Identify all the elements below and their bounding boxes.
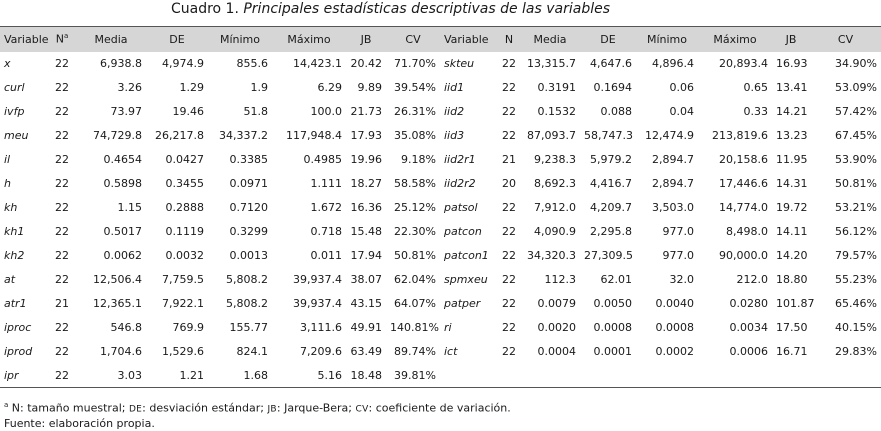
value-cell: 0.65 [743, 81, 768, 94]
value-cell: 213,819.6 [712, 129, 768, 142]
value-cell: 74,729.8 [93, 129, 142, 142]
value-cell: 0.0001 [593, 345, 632, 358]
value-cell: 6.29 [317, 81, 342, 94]
value-cell: 34.90% [835, 57, 877, 70]
variable-name-cell: ict [444, 345, 458, 358]
header-cv-left: CV [405, 32, 421, 46]
value-cell: 53.21% [835, 201, 877, 214]
value-cell: 0.06 [669, 81, 694, 94]
value-cell: 0.0280 [729, 297, 768, 310]
value-cell: 39.54% [394, 81, 436, 94]
value-cell: 0.088 [600, 105, 632, 118]
value-cell: 43.15 [350, 297, 382, 310]
variable-name-cell: iid2 [444, 105, 465, 118]
table-row [0, 172, 881, 196]
variable-name-cell: iid2r1 [444, 153, 476, 166]
value-cell: 57.42% [835, 105, 877, 118]
value-cell: 2,894.7 [652, 177, 694, 190]
header-variable-left: Variable [4, 32, 49, 46]
value-cell: 1,529.6 [162, 345, 204, 358]
value-cell: 0.3385 [229, 153, 268, 166]
table-row [0, 76, 881, 100]
value-cell: 0.0040 [655, 297, 694, 310]
value-cell: 64.07% [394, 297, 436, 310]
value-cell: 21 [502, 153, 516, 166]
header-cv-right: CV [837, 32, 854, 46]
value-cell: 8,692.3 [534, 177, 576, 190]
variable-name-cell: meu [4, 129, 29, 142]
value-cell: 16.71 [776, 345, 808, 358]
value-cell: 0.0050 [593, 297, 632, 310]
value-cell: 769.9 [172, 321, 204, 334]
value-cell: 2,894.7 [652, 153, 694, 166]
variable-name-cell: iid2r2 [444, 177, 476, 190]
value-cell: 19.96 [350, 153, 382, 166]
table-row [0, 196, 881, 220]
value-cell: 0.0020 [537, 321, 576, 334]
value-cell: 22 [502, 249, 516, 262]
header-jb-right: JB [785, 32, 797, 46]
value-cell: 67.45% [835, 129, 877, 142]
variable-name-cell: patcon1 [444, 249, 489, 262]
variable-name-cell: patper [444, 297, 481, 310]
value-cell: 16.36 [350, 201, 382, 214]
value-cell: 22 [502, 345, 516, 358]
value-cell: 22 [502, 273, 516, 286]
variable-name-cell: il [4, 153, 11, 166]
value-cell: 22 [55, 249, 69, 262]
value-cell: 0.0971 [229, 177, 268, 190]
table-row [0, 364, 881, 388]
value-cell: 977.0 [662, 249, 694, 262]
value-cell: 18.48 [350, 368, 382, 382]
value-cell: 11.95 [776, 153, 808, 166]
value-cell: 22 [502, 81, 516, 94]
value-cell: 22 [502, 225, 516, 238]
value-cell: 1.672 [310, 201, 342, 214]
value-cell: 0.2888 [165, 201, 204, 214]
value-cell: 4,209.7 [590, 201, 632, 214]
value-cell: 7,922.1 [162, 297, 204, 310]
value-cell: 0.4654 [103, 153, 142, 166]
variable-name-cell: spmxeu [444, 273, 488, 286]
value-cell: 0.0004 [537, 345, 576, 358]
value-cell: 15.48 [350, 225, 382, 238]
value-cell: 0.4985 [303, 153, 342, 166]
value-cell: 17.50 [776, 321, 808, 334]
statistics-table [0, 26, 881, 388]
value-cell: 155.77 [229, 321, 268, 334]
value-cell: 0.0062 [103, 249, 142, 262]
value-cell: 58,747.3 [584, 129, 633, 142]
value-cell: 824.1 [236, 345, 268, 358]
header-sd-left: DE [169, 32, 185, 46]
variable-name-cell: at [4, 273, 16, 286]
value-cell: 8,498.0 [726, 225, 768, 238]
value-cell: 22.30% [394, 225, 436, 238]
value-cell [772, 364, 810, 388]
value-cell: 1.9 [250, 81, 268, 94]
header-variable-right: Variable [444, 32, 489, 46]
value-cell: 19.72 [776, 201, 808, 214]
value-cell: 26.31% [394, 105, 436, 118]
table-row [0, 220, 881, 244]
variable-name-cell: curl [4, 81, 25, 94]
value-cell [498, 364, 520, 388]
caption-prefix: Cuadro 1. [170, 1, 239, 17]
value-cell: 977.0 [662, 225, 694, 238]
table-body [0, 52, 881, 388]
value-cell: 7,912.0 [534, 201, 576, 214]
value-cell: 12,365.1 [93, 297, 142, 310]
value-cell: 34,320.3 [527, 249, 576, 262]
value-cell: 0.0002 [655, 345, 694, 358]
value-cell: 17,446.6 [719, 177, 768, 190]
table-notes [4, 398, 511, 431]
value-cell: 51.8 [243, 105, 268, 118]
value-cell: 0.7120 [229, 201, 268, 214]
value-cell: 112.3 [544, 273, 576, 286]
value-cell: 50.81% [835, 177, 877, 190]
value-cell: 140.81% [390, 321, 439, 334]
header-mean-right: Media [533, 32, 567, 46]
value-cell: 0.011 [310, 249, 342, 262]
value-cell: 39,937.4 [293, 297, 342, 310]
value-cell: 5.16 [317, 368, 342, 382]
value-cell: 20,893.4 [719, 57, 768, 70]
value-cell: 0.5898 [103, 177, 142, 190]
value-cell: 7,209.6 [300, 345, 342, 358]
value-cell: 87,093.7 [527, 129, 576, 142]
table-row [0, 244, 881, 268]
value-cell: 18.80 [776, 273, 808, 286]
table-caption [0, 1, 781, 17]
value-cell: 22 [55, 368, 69, 382]
value-cell: 34,337.2 [219, 129, 268, 142]
value-cell: 17.94 [350, 249, 382, 262]
value-cell: 0.1532 [537, 105, 576, 118]
value-cell: 22 [502, 129, 516, 142]
variable-name-cell: ipr [4, 368, 19, 382]
value-cell: 4,974.9 [162, 57, 204, 70]
value-cell: 22 [502, 57, 516, 70]
value-cell: 22 [502, 105, 516, 118]
value-cell: 4,416.7 [590, 177, 632, 190]
value-cell: 22 [55, 81, 69, 94]
variable-name-cell: kh1 [4, 225, 25, 238]
value-cell [520, 364, 580, 388]
value-cell: 32.0 [669, 273, 694, 286]
table-row [0, 316, 881, 340]
value-cell: 13,315.7 [527, 57, 576, 70]
table-row [0, 268, 881, 292]
value-cell: 89.74% [394, 345, 436, 358]
value-cell: 22 [502, 297, 516, 310]
caption-title: Principales estadísticas descriptivas de las variables [243, 1, 611, 17]
value-cell: 22 [55, 225, 69, 238]
header-n-left: $N^a$ [55, 32, 69, 47]
value-cell: 0.0032 [165, 249, 204, 262]
note-abbreviations: $^a$ N: tamaño muestral; DE: desviación estándar; JB: Jarque-Bera; CV: coeficiente de variación. [4, 401, 511, 415]
value-cell: 5,808.2 [226, 273, 268, 286]
value-cell: 22 [502, 201, 516, 214]
value-cell [580, 364, 636, 388]
value-cell: 0.3299 [229, 225, 268, 238]
value-cell: 14.31 [776, 177, 808, 190]
variable-name-cell: skteu [444, 57, 475, 70]
value-cell: 71.70% [394, 57, 436, 70]
value-cell: 0.0008 [655, 321, 694, 334]
value-cell: 26,217.8 [155, 129, 204, 142]
value-cell: 29.83% [835, 345, 877, 358]
value-cell: 101.87 [776, 297, 815, 310]
value-cell: 22 [55, 273, 69, 286]
value-cell: 9,238.3 [534, 153, 576, 166]
value-cell: 3,111.6 [300, 321, 342, 334]
value-cell: 0.0008 [593, 321, 632, 334]
value-cell: 0.0427 [165, 153, 204, 166]
value-cell: 73.97 [110, 105, 142, 118]
variable-name-cell: iid1 [444, 81, 465, 94]
value-cell: 1,704.6 [100, 345, 142, 358]
value-cell: 0.33 [743, 105, 768, 118]
value-cell: 3,503.0 [652, 201, 694, 214]
value-cell: 25.12% [394, 201, 436, 214]
variable-name-cell: kh [4, 201, 18, 214]
value-cell: 3.03 [117, 368, 142, 382]
note-source: Fuente: elaboración propia. [4, 416, 155, 430]
value-cell: 49.91 [350, 321, 382, 334]
value-cell: 35.08% [394, 129, 436, 142]
value-cell: 22 [55, 57, 69, 70]
value-cell: 79.57% [835, 249, 877, 262]
variable-name-cell: ivfp [4, 105, 25, 118]
value-cell [636, 364, 698, 388]
value-cell: 22 [502, 321, 516, 334]
variable-name-cell: kh2 [4, 249, 25, 262]
header-min-left: Mínimo [219, 32, 261, 46]
value-cell: 55.23% [835, 273, 877, 286]
value-cell: 0.3455 [165, 177, 204, 190]
variable-name-cell [440, 364, 498, 388]
value-cell: 0.718 [310, 225, 342, 238]
header-sd-right: DE [600, 32, 616, 46]
value-cell: 0.3191 [537, 81, 576, 94]
value-cell: 9.89 [357, 81, 382, 94]
value-cell: 58.58% [394, 177, 436, 190]
value-cell: 16.93 [776, 57, 808, 70]
value-cell: 100.0 [310, 105, 342, 118]
value-cell: 14.20 [776, 249, 808, 262]
value-cell: 0.5017 [103, 225, 142, 238]
header-mean-left: Media [94, 32, 128, 46]
value-cell: 20.42 [350, 57, 382, 70]
value-cell: 22 [55, 321, 69, 334]
value-cell: 1.111 [310, 177, 342, 190]
variable-name-cell: iprod [4, 345, 33, 358]
value-cell: 22 [55, 129, 69, 142]
header-jb-left: JB [360, 32, 372, 46]
value-cell: 22 [55, 177, 69, 190]
value-cell: 1.29 [179, 81, 204, 94]
value-cell: 27,309.5 [584, 249, 633, 262]
value-cell: 39,937.4 [293, 273, 342, 286]
value-cell: 117,948.4 [286, 129, 342, 142]
value-cell: 14,774.0 [719, 201, 768, 214]
variable-name-cell: patcon [444, 225, 482, 238]
table-row [0, 52, 881, 76]
value-cell: 22 [55, 345, 69, 358]
variable-name-cell: atr1 [4, 297, 27, 310]
header-min-right: Mínimo [646, 32, 688, 46]
value-cell: 17.93 [350, 129, 382, 142]
variable-name-cell: h [4, 177, 11, 190]
value-cell: 18.27 [350, 177, 382, 190]
value-cell: 4,090.9 [534, 225, 576, 238]
value-cell: 9.18% [401, 153, 436, 166]
value-cell: 21.73 [350, 105, 382, 118]
value-cell: 62.01 [600, 273, 632, 286]
value-cell: 0.1694 [593, 81, 632, 94]
value-cell: 5,808.2 [226, 297, 268, 310]
value-cell: 5,979.2 [590, 153, 632, 166]
value-cell: 0.1119 [165, 225, 204, 238]
value-cell: 13.41 [776, 81, 808, 94]
table-row [0, 148, 881, 172]
value-cell: 1.21 [179, 368, 204, 382]
table-row [0, 124, 881, 148]
value-cell: 38.07 [350, 273, 382, 286]
value-cell: 53.09% [835, 81, 877, 94]
value-cell: 4,647.6 [590, 57, 632, 70]
value-cell: 0.0006 [729, 345, 768, 358]
value-cell: 90,000.0 [719, 249, 768, 262]
value-cell: 1.15 [117, 201, 142, 214]
value-cell: 19.46 [172, 105, 204, 118]
variable-name-cell: patsol [444, 201, 478, 214]
value-cell: 12,474.9 [645, 129, 694, 142]
header-row [0, 27, 881, 52]
value-cell: 6,938.8 [100, 57, 142, 70]
variable-name-cell: x [4, 57, 11, 70]
value-cell: 56.12% [835, 225, 877, 238]
variable-name-cell: ri [444, 321, 452, 334]
table-row [0, 340, 881, 364]
value-cell: 0.0079 [537, 297, 576, 310]
value-cell: 4,896.4 [652, 57, 694, 70]
value-cell [810, 364, 881, 388]
value-cell: 50.81% [394, 249, 436, 262]
value-cell: 0.0034 [729, 321, 768, 334]
value-cell: 21 [55, 297, 69, 310]
value-cell: 13.23 [776, 129, 808, 142]
value-cell: 22 [55, 105, 69, 118]
value-cell: 12,506.4 [93, 273, 142, 286]
header-max-right: Máximo [713, 32, 757, 46]
value-cell: 22 [55, 153, 69, 166]
value-cell [698, 364, 772, 388]
value-cell: 0.04 [669, 105, 694, 118]
header-max-left: Máximo [287, 32, 331, 46]
value-cell: 212.0 [736, 273, 768, 286]
header-n-right: N [504, 32, 514, 46]
value-cell: 3.26 [117, 81, 142, 94]
value-cell: 39.81% [394, 368, 436, 382]
value-cell: 63.49 [350, 345, 382, 358]
value-cell: 14.11 [776, 225, 808, 238]
table-row [0, 292, 881, 316]
value-cell: 14,423.1 [293, 57, 342, 70]
value-cell: 2,295.8 [590, 225, 632, 238]
variable-name-cell: iproc [4, 321, 32, 334]
table-row [0, 100, 881, 124]
value-cell: 65.46% [835, 297, 877, 310]
value-cell: 53.90% [835, 153, 877, 166]
value-cell: 20,158.6 [719, 153, 768, 166]
value-cell: 0.0013 [229, 249, 268, 262]
value-cell: 22 [55, 201, 69, 214]
value-cell: 1.68 [243, 368, 268, 382]
value-cell: 855.6 [236, 57, 268, 70]
value-cell: 7,759.5 [162, 273, 204, 286]
value-cell: 20 [502, 177, 516, 190]
variable-name-cell: iid3 [444, 129, 465, 142]
value-cell: 40.15% [835, 321, 877, 334]
value-cell: 546.8 [110, 321, 142, 334]
value-cell: 14.21 [776, 105, 808, 118]
value-cell: 62.04% [394, 273, 436, 286]
